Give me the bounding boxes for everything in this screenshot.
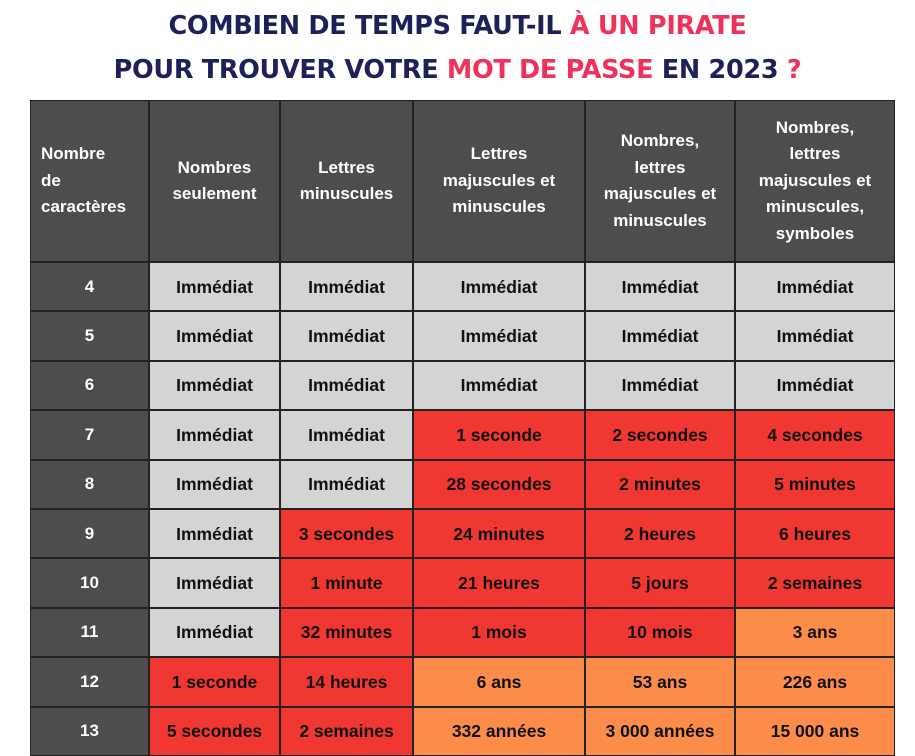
page-title	[0, 4, 915, 92]
table-cell: 1 seconde	[413, 410, 585, 459]
column-header-line: de	[41, 170, 61, 190]
title-line-1-text: COMBIEN DE TEMPS FAUT-IL	[168, 11, 570, 41]
column-header-label	[759, 115, 871, 248]
table-cell: Immédiat	[585, 262, 735, 311]
table-cell: Immédiat	[585, 311, 735, 360]
table-cell: Immédiat	[149, 262, 280, 311]
column-header-line: majuscules et	[758, 170, 872, 190]
column-header-label	[172, 155, 256, 208]
table-cell: 2 semaines	[280, 707, 413, 756]
column-header-line: majuscules et	[442, 170, 556, 190]
column-header-5	[735, 100, 895, 262]
table-cell: Immédiat	[280, 311, 413, 360]
table-cell: 21 heures	[413, 558, 585, 607]
column-header-line: caractères	[41, 197, 127, 217]
column-header-4	[585, 100, 735, 262]
table-cell: Immédiat	[280, 460, 413, 509]
table-cell: 14 heures	[280, 657, 413, 706]
table-cell: Immédiat	[413, 361, 585, 410]
column-header-line: seulement	[172, 184, 257, 203]
column-header-1	[149, 100, 280, 262]
table-cell: 53 ans	[585, 657, 735, 706]
row-header-chars: 9	[30, 509, 149, 558]
table-cell: 1 mois	[413, 608, 585, 657]
table-cell: 4 secondes	[735, 410, 895, 459]
table-cell: Immédiat	[413, 311, 585, 360]
column-header-line: Nombre	[41, 144, 106, 164]
row-header-chars: 5	[30, 311, 149, 360]
table-cell: Immédiat	[413, 262, 585, 311]
table-cell: 5 secondes	[149, 707, 280, 756]
table-cell: 28 secondes	[413, 460, 585, 509]
table-cell: Immédiat	[735, 262, 895, 311]
column-header-line: Lettres	[470, 144, 528, 164]
table-cell: Immédiat	[735, 311, 895, 360]
table-cell: Immédiat	[149, 361, 280, 410]
row-header-chars: 12	[30, 657, 149, 706]
title-highlight-password: MOT DE PASSE	[446, 55, 654, 85]
table-cell: Immédiat	[280, 361, 413, 410]
title-question-mark: ?	[786, 55, 802, 85]
table-cell: 3 ans	[735, 608, 895, 657]
title-line-1	[0, 4, 915, 48]
column-header-line: minuscules	[452, 197, 546, 217]
row-header-chars: 7	[30, 410, 149, 459]
column-header-0	[30, 100, 149, 262]
table-cell: Immédiat	[149, 460, 280, 509]
table-cell: 2 semaines	[735, 558, 895, 607]
column-header-line: minuscules,	[765, 197, 865, 217]
table-cell: Immédiat	[280, 410, 413, 459]
column-header-line: Nombres,	[775, 117, 855, 137]
password-crack-time-table	[30, 100, 895, 756]
title-line-2-text: POUR TROUVER VOTRE	[113, 55, 447, 85]
table-cell: 3 secondes	[280, 509, 413, 558]
column-header-line: lettres	[789, 144, 841, 164]
row-header-chars: 4	[30, 262, 149, 311]
column-header-line: majuscules et	[603, 184, 717, 203]
table-cell: 32 minutes	[280, 608, 413, 657]
column-header-line: minuscules	[613, 210, 707, 230]
table-cell: 3 000 années	[585, 707, 735, 756]
column-header-line: lettres	[634, 157, 686, 177]
table-cell: Immédiat	[585, 361, 735, 410]
table-cell: 6 heures	[735, 509, 895, 558]
table-cell: 5 jours	[585, 558, 735, 607]
table-cell: 15 000 ans	[735, 707, 895, 756]
column-header-line: symboles	[775, 223, 855, 243]
table-cell: 2 heures	[585, 509, 735, 558]
table-cell: 5 minutes	[735, 460, 895, 509]
title-line-2	[0, 48, 915, 92]
table-cell: 2 secondes	[585, 410, 735, 459]
column-header-2	[280, 100, 413, 262]
column-header-line: minuscules	[299, 184, 394, 203]
table-cell: Immédiat	[149, 410, 280, 459]
table-cell: Immédiat	[735, 361, 895, 410]
table-cell: 226 ans	[735, 657, 895, 706]
row-header-chars: 10	[30, 558, 149, 607]
title-highlight-pirate: À UN PIRATE	[569, 11, 747, 41]
row-header-chars: 11	[30, 608, 149, 657]
column-header-label	[300, 155, 394, 208]
row-header-chars: 6	[30, 361, 149, 410]
column-header-line: Nombres	[177, 157, 252, 177]
column-header-line: Lettres	[318, 157, 375, 177]
column-header-label	[604, 128, 716, 234]
table-cell: 2 minutes	[585, 460, 735, 509]
table-cell: 24 minutes	[413, 509, 585, 558]
column-header-3	[413, 100, 585, 262]
table-cell: 332 années	[413, 707, 585, 756]
column-header-label	[443, 141, 555, 221]
table-cell: 6 ans	[413, 657, 585, 706]
row-header-chars: 8	[30, 460, 149, 509]
table-cell: Immédiat	[149, 608, 280, 657]
table-cell: Immédiat	[149, 558, 280, 607]
column-header-line: Nombres,	[620, 131, 700, 150]
table-cell: 1 minute	[280, 558, 413, 607]
column-header-label	[41, 141, 126, 221]
row-header-chars: 13	[30, 707, 149, 756]
title-line-2-suffix: EN 2023	[653, 55, 787, 85]
table-cell: Immédiat	[280, 262, 413, 311]
table-cell: Immédiat	[149, 509, 280, 558]
table-cell: 1 seconde	[149, 657, 280, 706]
table-cell: Immédiat	[149, 311, 280, 360]
table-cell: 10 mois	[585, 608, 735, 657]
